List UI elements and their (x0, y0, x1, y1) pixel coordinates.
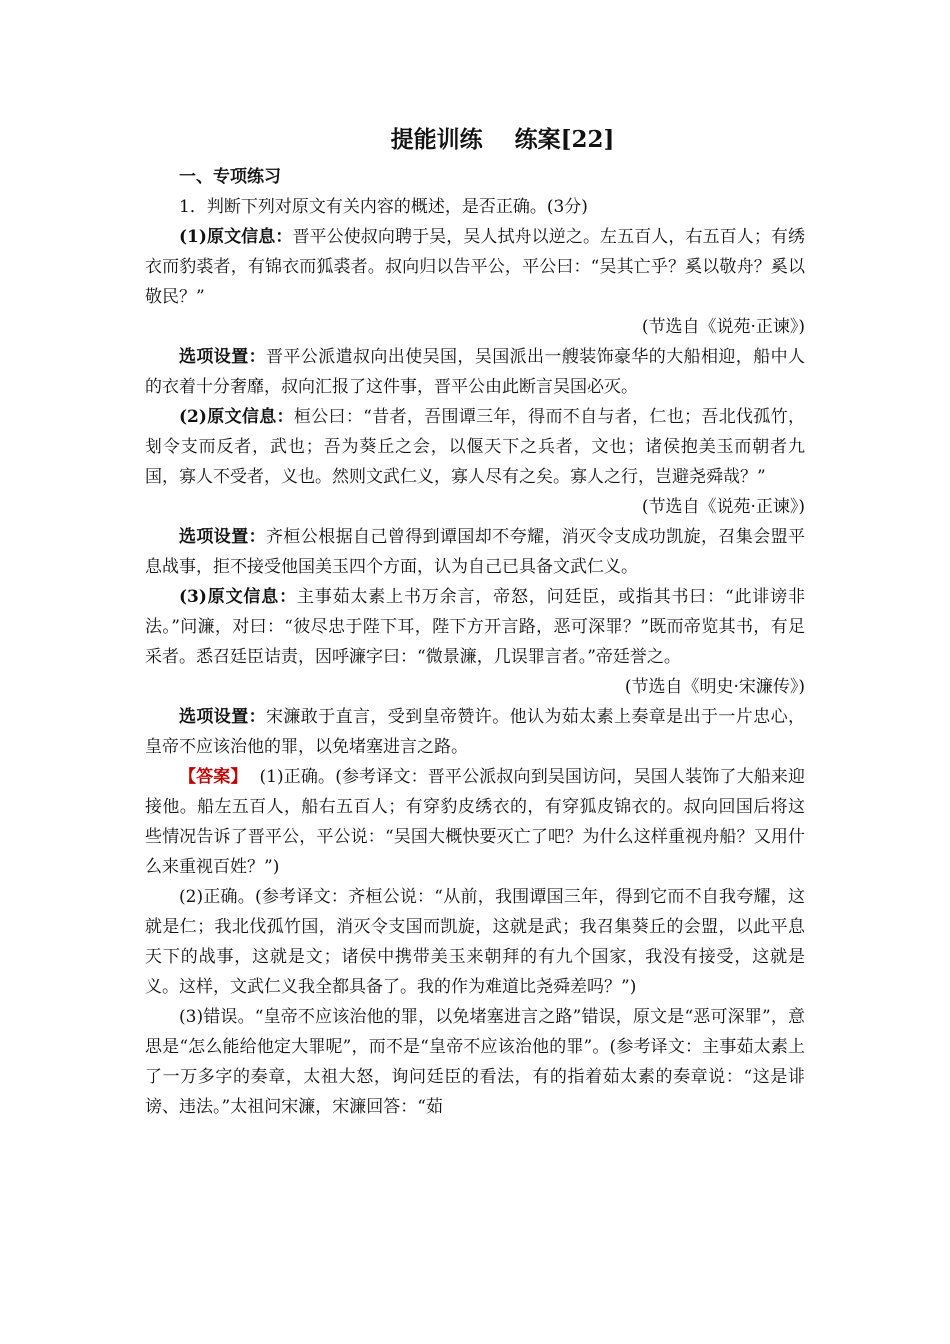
original-label: (3)原文信息： (179, 587, 297, 607)
option-paragraph (145, 702, 805, 762)
original-label: (1)原文信息： (179, 227, 293, 247)
option-label: 选项设置： (179, 707, 266, 727)
original-text-paragraph (145, 222, 805, 312)
answer-part: (2)正确。(参考译文：齐桓公说：“从前，我围谭国三年，得到它而不自我夸耀，这就是仁；我北伐孤竹国，消灭令支国而凯旋，这就是武；我召集葵丘的会盟，以此平息天下的战事，这就是文；诸侯中携带美玉来朝拜的有九个国家，我没有接受，这就是义。这样，文武仁义我全都具备了。我的作为难道比尧舜差吗？”) (145, 887, 805, 997)
option-label: 选项设置： (179, 347, 266, 367)
option-label: 选项设置： (179, 527, 266, 547)
original-text: 主事茹太素上书万余言，帝怒，问廷臣，或指其书曰：“此诽谤非法。”问濂，对曰：“彼尽忠于陛下耳，陛下方开言路，恶可深罪？”既而帝览其书，有足采者。悉召廷臣诘责，因呼濂字曰：“微景濂，几误罪言者。”帝廷誉之。 (145, 587, 805, 667)
answer-paragraph (145, 762, 805, 882)
answer-paragraph (145, 1002, 805, 1122)
original-text-paragraph (145, 402, 805, 492)
page-title: 提能训练 练案[22] (390, 126, 615, 153)
source-citation: (节选自《说苑·正谏》) (641, 317, 805, 337)
answer-label: 【答案】 (179, 767, 248, 787)
option-paragraph (145, 522, 805, 582)
section-heading: 一、专项练习 (179, 167, 281, 187)
original-text-paragraph (145, 582, 805, 672)
answer-part: (3)错误。“皇帝不应该治他的罪，以免堵塞进言之路”错误，原文是“恶可深罪”，意思是“怎么能给他定大罪呢”，而不是“皇帝不应该治他的罪”。(参考译文：主事茹太素上了一万多字的奏章，太祖大怒，询问廷臣的看法，有的指着茹太素的奏章说：“这是诽谤、违法。”太祖问宋濂，宋濂回答：“茹 (145, 1007, 805, 1117)
original-text: 桓公曰：“昔者，吾围谭三年，得而不自与者，仁也；吾北伐孤竹，刬令支而反者，武也；吾为葵丘之会，以偃天下之兵者，文也；诸侯抱美玉而朝者九国，寡人不受者，义也。然则文武仁义，寡人尽有之矣。寡人之行，岂避尧舜哉？” (145, 407, 805, 487)
answer-part: (1)正确。(参考译文：晋平公派叔向到吴国访问，吴国人装饰了大船来迎接他。船左五百人，船右五百人；有穿豹皮绣衣的，有穿狐皮锦衣的。叔向回国后将这些情况告诉了晋平公，平公说：“吴国大概快要灭亡了吧？为什么这样重视舟船？又用什么来重视百姓？”) (145, 767, 806, 877)
option-text: 晋平公派遣叔向出使吴国，吴国派出一艘装饰豪华的大船相迎，船中人的衣着十分奢靡，叔向汇报了这件事，晋平公由此断言吴国必灭。 (145, 347, 805, 397)
option-text: 宋濂敢于直言，受到皇帝赞许。他认为茹太素上奏章是出于一片忠心，皇帝不应该治他的罪，以免堵塞进言之路。 (145, 707, 805, 757)
option-paragraph (145, 342, 805, 402)
original-label: (2)原文信息： (179, 407, 294, 427)
question-stem: 1．判断下列对原文有关内容的概述，是否正确。(3分) (179, 197, 588, 217)
source-citation: (节选自《明史·宋濂传》) (624, 677, 805, 697)
original-text: 晋平公使叔向聘于吴，吴人拭舟以逆之。左五百人，右五百人；有绣衣而豹裘者，有锦衣而狐裘者。叔向归以告平公，平公曰：“吴其亡乎？奚以敬舟？奚以敬民？” (145, 227, 806, 307)
option-text: 齐桓公根据自己曾得到谭国却不夸耀，消灭令支成功凯旋，召集会盟平息战事，拒不接受他国美玉四个方面，认为自己已具备文武仁义。 (145, 527, 805, 577)
document-body (145, 162, 805, 1122)
answer-paragraph (145, 882, 805, 1002)
source-citation: (节选自《说苑·正谏》) (641, 497, 805, 517)
